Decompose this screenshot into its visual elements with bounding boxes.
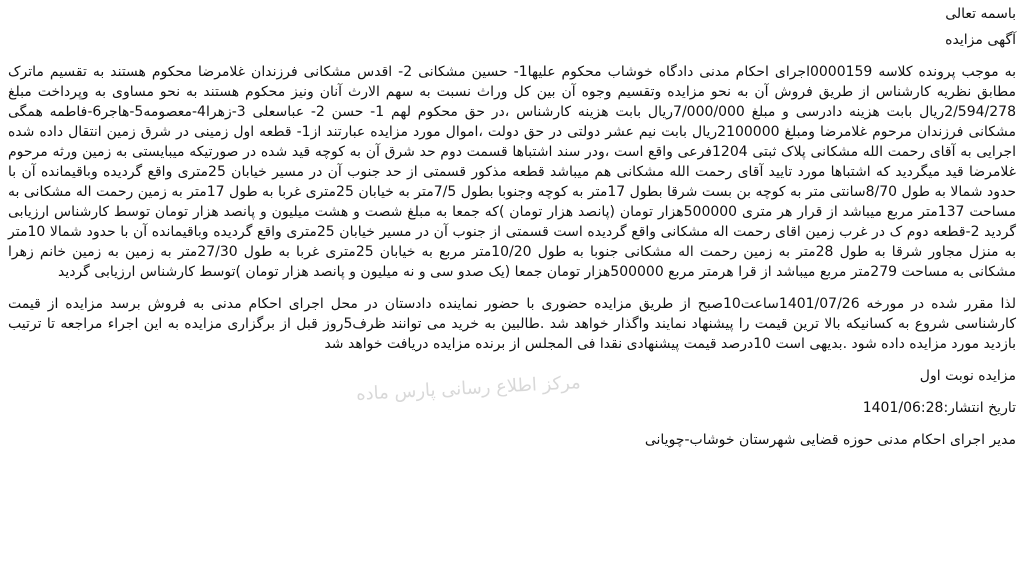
auction-terms-paragraph: لذا مقرر شده در مورخه 1401/07/26ساعت10صبح از طریق مزایده حضوری با حضور نماینده دادستان در محل اجرای احکام مدنی به فروش برسد مزایده از قیمت کارشناسی شروع به کسانیکه بالا ترین قیمت را پیشنهاد نمایند واگذار خواهد شد .طالبین به خرید می توانند ظرف5روز قبل از برگزاری مزایده به این اجراء مراجعه تا ترتیب بازدید مورد مزایده داده شود .بدیهی است 10درصد قیمت پیشنهادی نقدا فی المجلس از برنده مزایده دریافت خواهد شد [8, 296, 1016, 352]
basmala-line: باسمه تعالی [945, 6, 1016, 22]
publish-date: تاریخ انتشار:1401/06:28 [862, 400, 1016, 416]
signature-line: مدیر اجرای احکام مدنی حوزه قضایی شهرستان خوشاب-چویانی [644, 432, 1016, 448]
spacer [8, 354, 1016, 366]
spacer [8, 282, 1016, 294]
spacer [8, 386, 1016, 398]
case-details-paragraph: به موجب پرونده کلاسه 0000159اجرای احکام مدنی دادگاه خوشاب محکوم علیها1- حسین مشکانی 2- اقدس مشکانی فرزندان غلامرضا محکوم هستند به تقسیم ماترک مطابق نظریه کارشناس از طریق فروش آن به نحو مزایده وتقسیم وجوه آن بین کل وراث نسبت به سهم الارث آنان ونیز محکوم هستند به نحو مساوی به وپرداخت مبلغ 2/594/278ریال بابت هزینه دادرسی و مبلغ 7/000/000ریال بابت هزینه کارشناس ،در حق محکوم لهم 1- حسن 2- عباسعلی 3-زهرا4-معصومه5-هاجر6-فاطمه همگی مشکانی فرزندان مرحوم غلامرضا ومبلغ 2100000ریال بابت نیم عشر دولتی در حق دولت ،اموال مورد مزایده عبارتند از1- قطعه اول زمینی در شرق زمین انتقال داده شده اجرایی به آقای رحمت الله مشکانی پلاک ثبتی 1204فرعی واقع است ،ودر سند اشتباها قسمت دوم حد شرق آن به کوچه قید شده در صورتیکه میبایستی به زمین ورثه مرحوم غلامرضا قید میگردید که اشتباها مورد تایید آقای رحمت الله مشکانی هم میباشد قطعه مذکور قسمتی از حد جنوب آن در مسیر خیابان 25متری واقع گردیده وباقیمانده آن با حدود شمالا به طول 8/70سانتی متر به کوچه بن بست شرقا بطول 17متر به کوچه وجنوبا بطول 7/5متر به خیابان 25متری غربا به طول 17متر به زمین رحمت اله مشکانی به مساحت 137متر مربع میباشد از قرار هر متری 500000هزار تومان (پانصد هزار تومان )که جمعا به مبلغ شصت و هشت میلیون و پانصد هزار تومان توسط کارشناس ارزیابی گردید 2-قطعه دوم ک در غرب زمین اقای رحمت اله مشکانی واقع گردیده است قسمتی از جنوب آن در مسیر خیابان 25متری واقع گردیده وباقیمانده آن با حدود شمالا 10متر به منزل مجاور شرقا به طول 28متر به زمین رحمت اله مشکانی جنوبا به طول 10/20متر مربع به خیابان 25متری غربا به طول 27/30متر به زمین به زمین خانم زهرا مشکانی به مساحت 279متر مربع میباشد از قرا هرمتر مربع 500000هزار تومان جمعا (یک صدو سی و نه میلیون و پانصد هزار تومان )توسط کارشناس ارزیابی گردید [8, 64, 1017, 280]
auction-round: مزایده نوبت اول [919, 368, 1016, 384]
spacer [8, 50, 1016, 62]
spacer [8, 418, 1016, 430]
watermark: مرکز اطلاع رسانی پارس ماده [355, 372, 582, 405]
notice-heading: آگهی مزایده [945, 32, 1016, 48]
